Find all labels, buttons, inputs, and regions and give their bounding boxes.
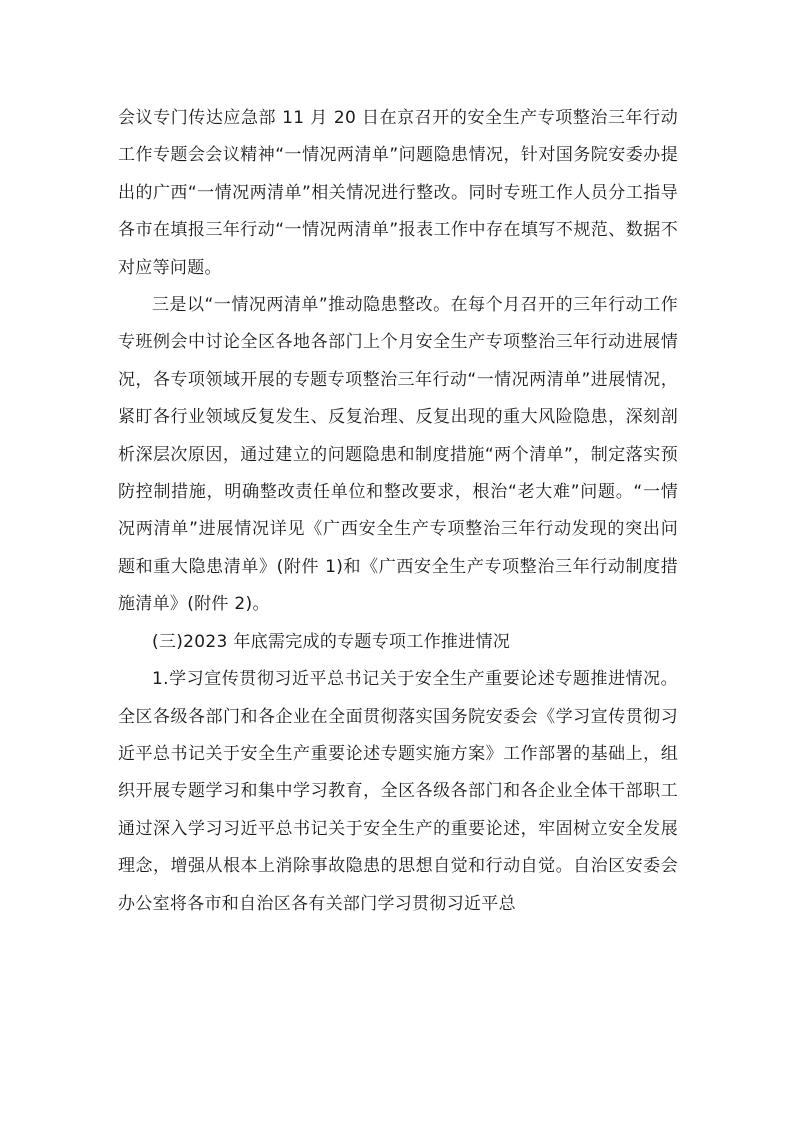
paragraph-hidden-danger-rectification: 三是以“一情况两清单”推动隐患整改。在每个月召开的三年行动工作专班例会中讨论全区各地各部门上个月安全生产专项整治三年行动进展情况，各专项领域开展的专题专项整治三年行动“一情况两清单”进展情况，紧盯各行业领域反复发生、反复治理、反复出现的重大风险隐患，深刻剖析深层次原因，通过建立的问题隐患和制度措施“两个清单”，制定落实预防控制措施，明确整改责任单位和整改要求，根治“老大难”问题。“一情况两清单”进展情况详见《广西安全生产专项整治三年行动发现的突出问题和重大隐患清单》(附件 1)和《广西安全生产专项整治三年行动制度措施清单》(附件 2)。 bbox=[118, 295, 678, 615]
paragraph-continuation: 会议专门传达应急部 11 月 20 日在京召开的安全生产专项整治三年行动工作专题会会议精神“一情况两清单”问题隐患情况，针对国务院安委办提出的广西“一情况两清单”相关情况进行整改。同时专班工作人员分工指导各市在填报三年行动“一情况两清单”报表工作中存在填写不规范、数据不对应等问题。 bbox=[118, 108, 678, 278]
paragraph-study-promotion: 1.学习宣传贯彻习近平总书记关于安全生产重要论述专题推进情况。全区各级各部门和各企业在全面贯彻落实国务院安委会《学习宣传贯彻习近平总书记关于安全生产重要论述专题实施方案》工作部署的基础上，组织开展专题学习和集中学习教育，全区各级各部门和各企业全体干部职工通过深入学习习近平总书记关于安全生产的重要论述，牢固树立安全发展理念，增强从根本上消除事故隐患的思想自觉和行动自觉。自治区安委会办公室将各市和自治区各有关部门学习贯彻习近平总 bbox=[118, 669, 678, 914]
section-heading-3: (三)2023 年底需完成的专题专项工作推进情况 bbox=[152, 631, 511, 652]
document-body bbox=[118, 100, 678, 923]
